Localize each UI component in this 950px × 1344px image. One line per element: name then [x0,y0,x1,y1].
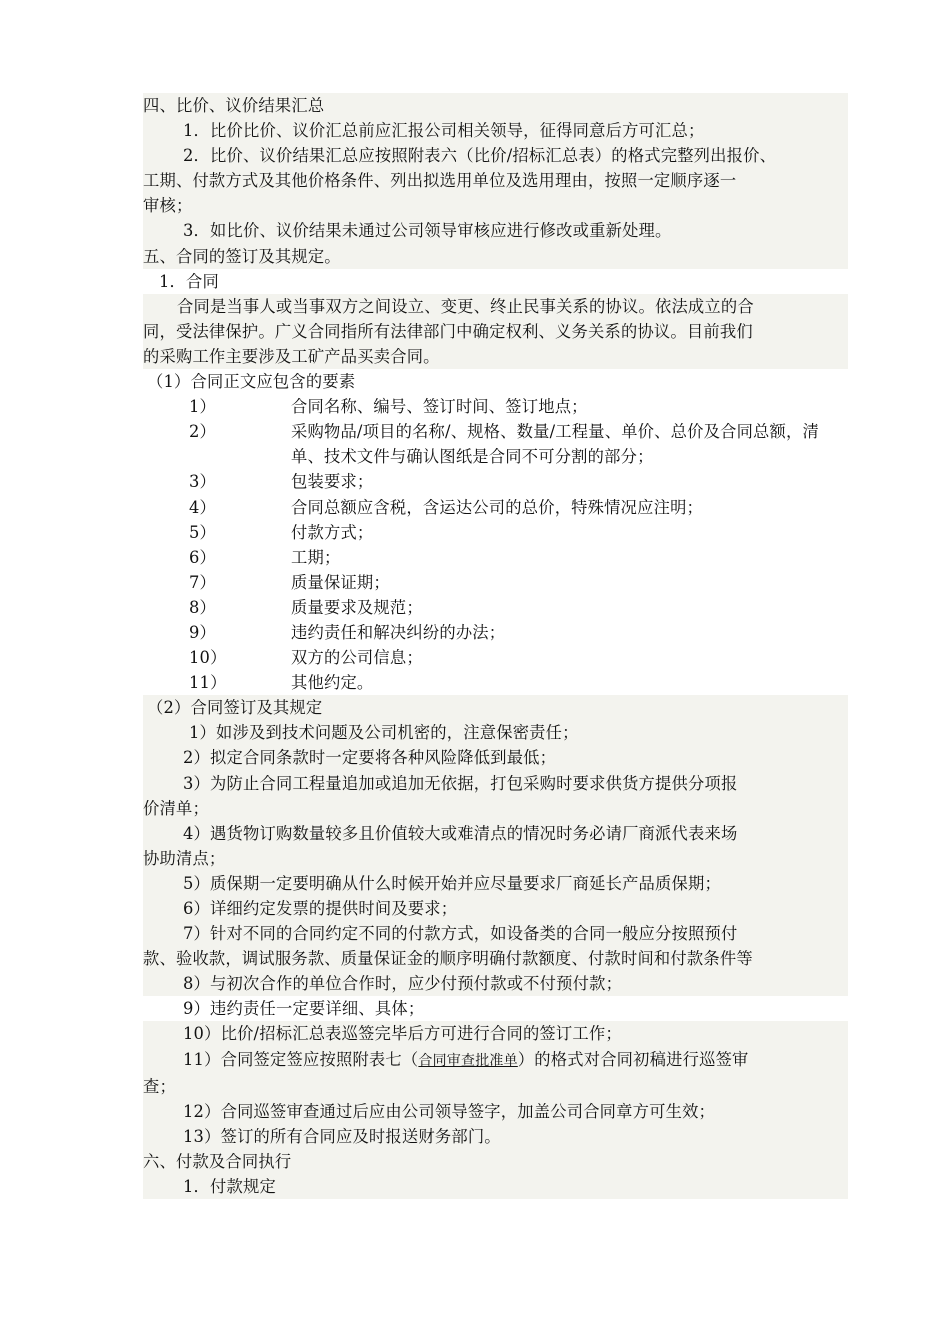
rule-text: ）的格式对合同初稿进行巡签审 [517,1049,749,1069]
paragraph: 2．比价、议价结果汇总应按照附表六（比价/招标汇总表）的格式完整列出报价、 [143,143,848,168]
rule-item: 8）与初次合作的单位合作时，应少付预付款或不付预付款； [143,971,848,996]
list-heading: （1）合同正文应包含的要素 [147,372,356,392]
list-item-text: 其他约定。 [291,673,374,693]
list-item-number: 4） [189,497,217,517]
list-item [143,645,848,670]
list-item-number: 5） [189,522,217,542]
list-item-number: 3） [189,472,217,492]
list-item-number: 11） [189,673,227,693]
list-item-number: 7） [189,572,217,592]
list-item-text: 质量要求及规范； [291,597,423,617]
rule-item: 6）详细约定发票的提供时间及要求； [143,896,848,921]
list-item [143,545,848,570]
rule-item: 3）为防止合同工程量追加或追加无依据，打包采购时要求供货方提供分项报 [143,771,848,796]
list-item-cont [143,444,848,469]
list-item-text: 工期； [291,547,341,567]
section-6-heading: 六、付款及合同执行 [143,1149,848,1174]
list-item [143,595,848,620]
rule-item [143,1047,848,1074]
list-item [143,419,848,444]
list-item-number: 1） [189,397,217,417]
list-item-text: 包装要求； [291,472,374,492]
rule-item-cont: 款、验收款，调试服务款、质量保证金的顺序明确付款额度、付款时间和付款条件等 [143,946,848,971]
subsection-heading: 1．付款规定 [143,1174,848,1199]
paragraph-cont: 同，受法律保护。广义合同指所有法律部门中确定权利、义务关系的协议。目前我们 [143,319,848,344]
list-item-text: 违约责任和解决纠纷的办法； [291,622,506,642]
list-item-number: 2） [189,422,217,442]
subsection-heading: 1．合同 [159,271,220,291]
document-page [143,93,848,1199]
list-item-number: 8） [189,597,217,617]
list-item [143,394,848,419]
rule-item: 9）违约责任一定要详细、具体； [183,999,425,1019]
list-heading: （2）合同签订及其规定 [143,695,848,720]
rule-text: 11）合同签定签应按照附表七（ [183,1049,419,1069]
rule-item: 10）比价/招标汇总表巡签完毕后方可进行合同的签订工作； [143,1021,848,1046]
paragraph-cont: 审核； [143,193,848,218]
list-item [143,570,848,595]
form-link[interactable]: 合同审查批准单 [418,1052,518,1069]
rule-item: 13）签订的所有合同应及时报送财务部门。 [143,1124,848,1149]
list-item [143,670,848,695]
section-4-heading: 四、比价、议价结果汇总 [143,93,848,118]
rule-item: 2）拟定合同条款时一定要将各种风险降低到最低； [143,745,848,770]
rule-item-cont: 价清单； [143,796,848,821]
list-item [143,520,848,545]
list-item-text: 双方的公司信息； [291,648,423,668]
paragraph: 1．比价比价、议价汇总前应汇报公司相关领导，征得同意后方可汇总； [143,118,848,143]
list-item-text: 付款方式； [291,522,374,542]
list-item [143,469,848,494]
paragraph-cont: 工期、付款方式及其他价格条件、列出拟选用单位及选用理由，按照一定顺序逐一 [143,168,848,193]
rule-item: 5）质保期一定要明确从什么时候开始并应尽量要求厂商延长产品质保期； [143,871,848,896]
rule-item: 12）合同巡签审查通过后应由公司领导签字，加盖公司合同章方可生效； [143,1099,848,1124]
list-item-number: 9） [189,622,217,642]
rule-item-cont: 协助清点； [143,846,848,871]
rule-item: 4）遇货物订购数量较多且价值较大或难清点的情况时务必请厂商派代表来场 [143,821,848,846]
rule-item: 7）针对不同的合同约定不同的付款方式，如设备类的合同一般应分按照预付 [143,921,848,946]
list-item-text: 合同总额应含税，含运达公司的总价，特殊情况应注明； [291,497,704,517]
paragraph: 3．如比价、议价结果未通过公司领导审核应进行修改或重新处理。 [143,218,848,243]
list-item [143,620,848,645]
list-item [143,495,848,520]
list-item-number: 10） [189,648,227,668]
list-item-number: 6） [189,547,217,567]
list-item-text: 采购物品/项目的名称/、规格、数量/工程量、单价、总价及合同总额，清 [291,422,819,442]
rule-item-cont: 查； [143,1074,848,1099]
list-item-text: 合同名称、编号、签订时间、签订地点； [291,397,588,417]
section-5-heading: 五、合同的签订及其规定。 [143,244,848,269]
paragraph-cont: 的采购工作主要涉及工矿产品买卖合同。 [143,344,848,369]
paragraph: 合同是当事人或当事双方之间设立、变更、终止民事关系的协议。依法成立的合 [143,294,848,319]
list-item-text: 单、技术文件与确认图纸是合同不可分割的部分； [291,447,654,467]
list-item-text: 质量保证期； [291,572,390,592]
rule-item: 1）如涉及到技术问题及公司机密的，注意保密责任； [143,720,848,745]
